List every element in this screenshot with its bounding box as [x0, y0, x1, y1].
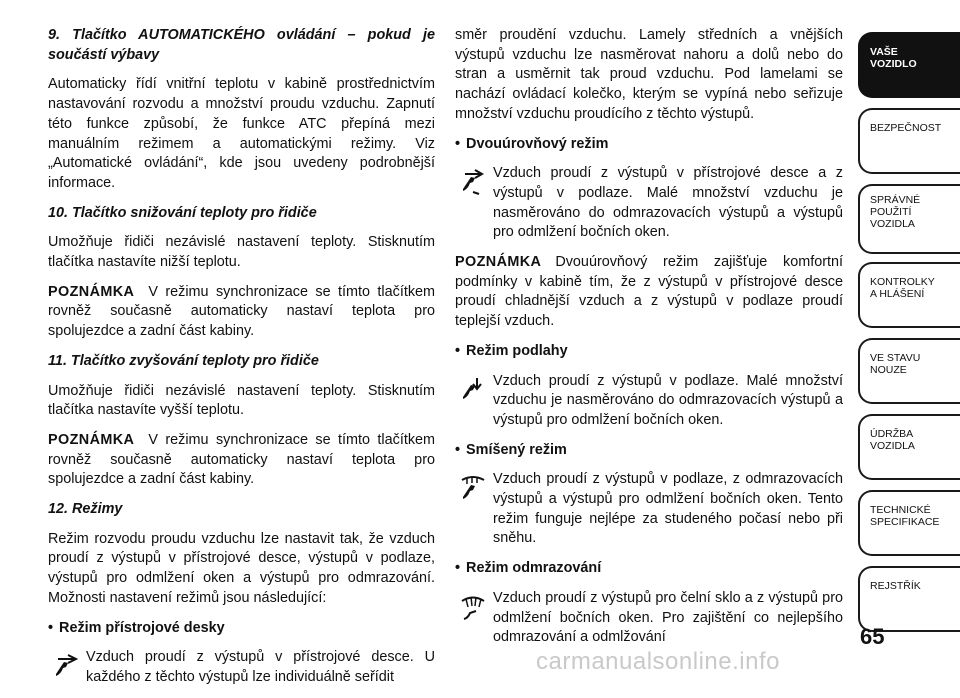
tab-bezpecnost[interactable]: [858, 108, 960, 174]
mode-bilevel-title-row: • Dvouúrovňový režim: [455, 135, 609, 152]
note-1-label: POZNÁMKA: [48, 283, 135, 300]
mode-panel-text: Vzduch proudí z výstupů v přístrojové desce. U každého z těchto výstupů lze individuálně seřídit: [86, 649, 435, 685]
mode-mix-title-row: • Smíšený režim: [455, 441, 567, 458]
section-9-text: Automaticky řídí vnitřní teplotu v kabině prostřednictvím nastavování rozvodu a množství proudu vzduchu. Zapnutí této funkce způsobí, že funkce ATC přepíná mezi manuálním režimem a automatickými režimy. Viz „Automatické ovládání“, kde jsou uvedeny podrobnější informace.: [48, 76, 435, 191]
section-10-text: Umožňuje řidiči nezávislé nastavení teploty. Stisknutím tlačítka nastavíte nižší teplotu.: [48, 234, 435, 271]
section-9-title: 9. Tlačítko AUTOMATICKÉHO ovládání – pokud je součástí výbavy: [48, 27, 435, 63]
tab-label-line: SPECIFIKACE: [870, 516, 940, 528]
section-11-title: 11. Tlačítko zvyšování teploty pro řidiče: [48, 352, 319, 369]
page-number: 65: [860, 624, 885, 649]
mode-bilevel-text: Vzduch proudí z výstupů v přístrojové desce a z výstupů v podlaze. Malé množství vzduchu je nasměrováno do odmrazovacích výstupů a výstupů pro odmlžení bočních oken.: [493, 165, 843, 241]
section-10-title: 10. Tlačítko snižování teploty pro řidiče: [48, 204, 317, 221]
left-column: [48, 26, 435, 698]
chapter-tabs: [858, 0, 960, 678]
note-3-label: POZNÁMKA: [455, 254, 542, 271]
tab-label-line: TECHNICKÉ: [870, 504, 931, 516]
tab-label-line: KONTROLKY: [870, 276, 935, 288]
mode-bilevel: [455, 164, 843, 243]
airflow-mix-icon: [459, 474, 487, 502]
mode-floor-title-row: • Režim podlahy: [455, 342, 568, 359]
tab-kontrolky[interactable]: [858, 262, 960, 328]
note-1: [48, 283, 435, 342]
tab-label-line: REJSTŘÍK: [870, 580, 921, 592]
tab-label-line: VE STAVU: [870, 352, 921, 364]
mode-defrost-title: Režim odmrazování: [466, 560, 602, 577]
mode-bilevel-title: Dvouúrovňový režim: [466, 135, 609, 152]
note-2-label: POZNÁMKA: [48, 431, 135, 448]
tab-udrzba[interactable]: [858, 414, 960, 480]
tab-ve-stavu-nouze[interactable]: [858, 338, 960, 404]
airflow-defrost-icon: [459, 593, 487, 621]
mode-panel-title: Režim přístrojové desky: [59, 619, 225, 636]
tab-label-line: SPRÁVNÉ: [870, 194, 921, 206]
mode-panel-title-row: • Režim přístrojové desky: [48, 619, 225, 636]
tab-label-line: POUŽITÍ: [870, 206, 912, 218]
watermark: carmanualsonline.info: [536, 648, 780, 675]
tab-vase-vozidlo[interactable]: [858, 32, 960, 98]
mode-floor-text: Vzduch proudí z výstupů v podlaze. Malé množství vzduchu je nasměrováno do odmrazovacích výstupů a výstupů pro odmlžení bočních oken.: [493, 372, 843, 428]
mode-panel: [48, 648, 435, 687]
tab-label-line: ÚDRŽBA: [870, 428, 914, 440]
panel-continued-text: směr proudění vzduchu. Lamely středních a vnějších výstupů vzduchu lze nasměrovat nahoru a dolů nebo do stran a usměrnit tak proud vzduchu. Pod lamelami se nachází ovládací kolečko, kterým se vypíná nebo seřizuje množství vzduchu proudícího z těchto výstupů.: [455, 27, 843, 122]
mode-defrost: [455, 589, 843, 648]
airflow-panel-icon: [52, 652, 80, 680]
mode-mix-title: Smíšený režim: [466, 441, 567, 458]
airflow-floor-icon: [459, 376, 487, 404]
tab-label-line: VOZIDLO: [870, 58, 917, 70]
mode-mix: [455, 470, 843, 549]
mode-defrost-title-row: • Režim odmrazování: [455, 560, 602, 577]
note-2-text: V režimu synchronizace se tímto tlačítkem rovněž současně automaticky nastaví teplota pro spolujezdce a zadní část kabiny.: [48, 431, 435, 488]
mode-floor-title: Režim podlahy: [466, 342, 568, 359]
note-3: [455, 253, 843, 332]
tab-label-line: VAŠE: [870, 46, 898, 58]
tab-label-line: NOUZE: [870, 364, 907, 376]
tab-label-line: VOZIDLA: [870, 218, 915, 230]
note-1-text: V režimu synchronizace se tímto tlačítkem rovněž současně automaticky nastaví teplota pro spolujezdce a zadní část kabiny.: [48, 283, 435, 340]
tab-label-line: VOZIDLA: [870, 440, 915, 452]
tab-label-line: BEZPEČNOST: [870, 122, 942, 134]
tab-spravne-pouziti[interactable]: [858, 184, 960, 254]
mode-floor: [455, 372, 843, 431]
tab-label-line: A HLÁŠENÍ: [870, 288, 925, 300]
mode-mix-text: Vzduch proudí z výstupů v podlaze, z odmrazovacích výstupů a výstupů pro odmlžení bočních oken. Tento režim funguje nejlépe za studeného počasí nebo při sněhu.: [493, 471, 843, 547]
tab-technicke[interactable]: [858, 490, 960, 556]
note-2: [48, 431, 435, 490]
note-3-text: Dvouúrovňový režim zajišťuje komfortní podmínky v kabině tím, že z výstupů v přístrojové desce proudí chladnější vzduch a z výstupů v podlaze proudí teplejší vzduch.: [455, 254, 843, 330]
tab-rejstrik[interactable]: [858, 566, 960, 632]
section-11-text: Umožňuje řidiči nezávislé nastavení teploty. Stisknutím tlačítka nastavíte vyšší teplotu.: [48, 382, 435, 419]
section-12-text: Režim rozvodu proudu vzduchu lze nastavit tak, že vzduch proudí z výstupů v přístrojové desce, výstupů v podlaze, výstupů pro odmlžení oken a výstupů pro odmrazování. Možnosti nastavení režimů jsou následující:: [48, 530, 435, 606]
right-column: [455, 26, 843, 658]
mode-defrost-text: Vzduch proudí z výstupů pro čelní sklo a z výstupů pro odmlžení bočních oken. Pro zajištění co nejlepšího odmrazování a odmlžování: [493, 589, 843, 646]
airflow-bilevel-icon: [459, 168, 487, 196]
section-12-title: 12. Režimy: [48, 501, 123, 518]
